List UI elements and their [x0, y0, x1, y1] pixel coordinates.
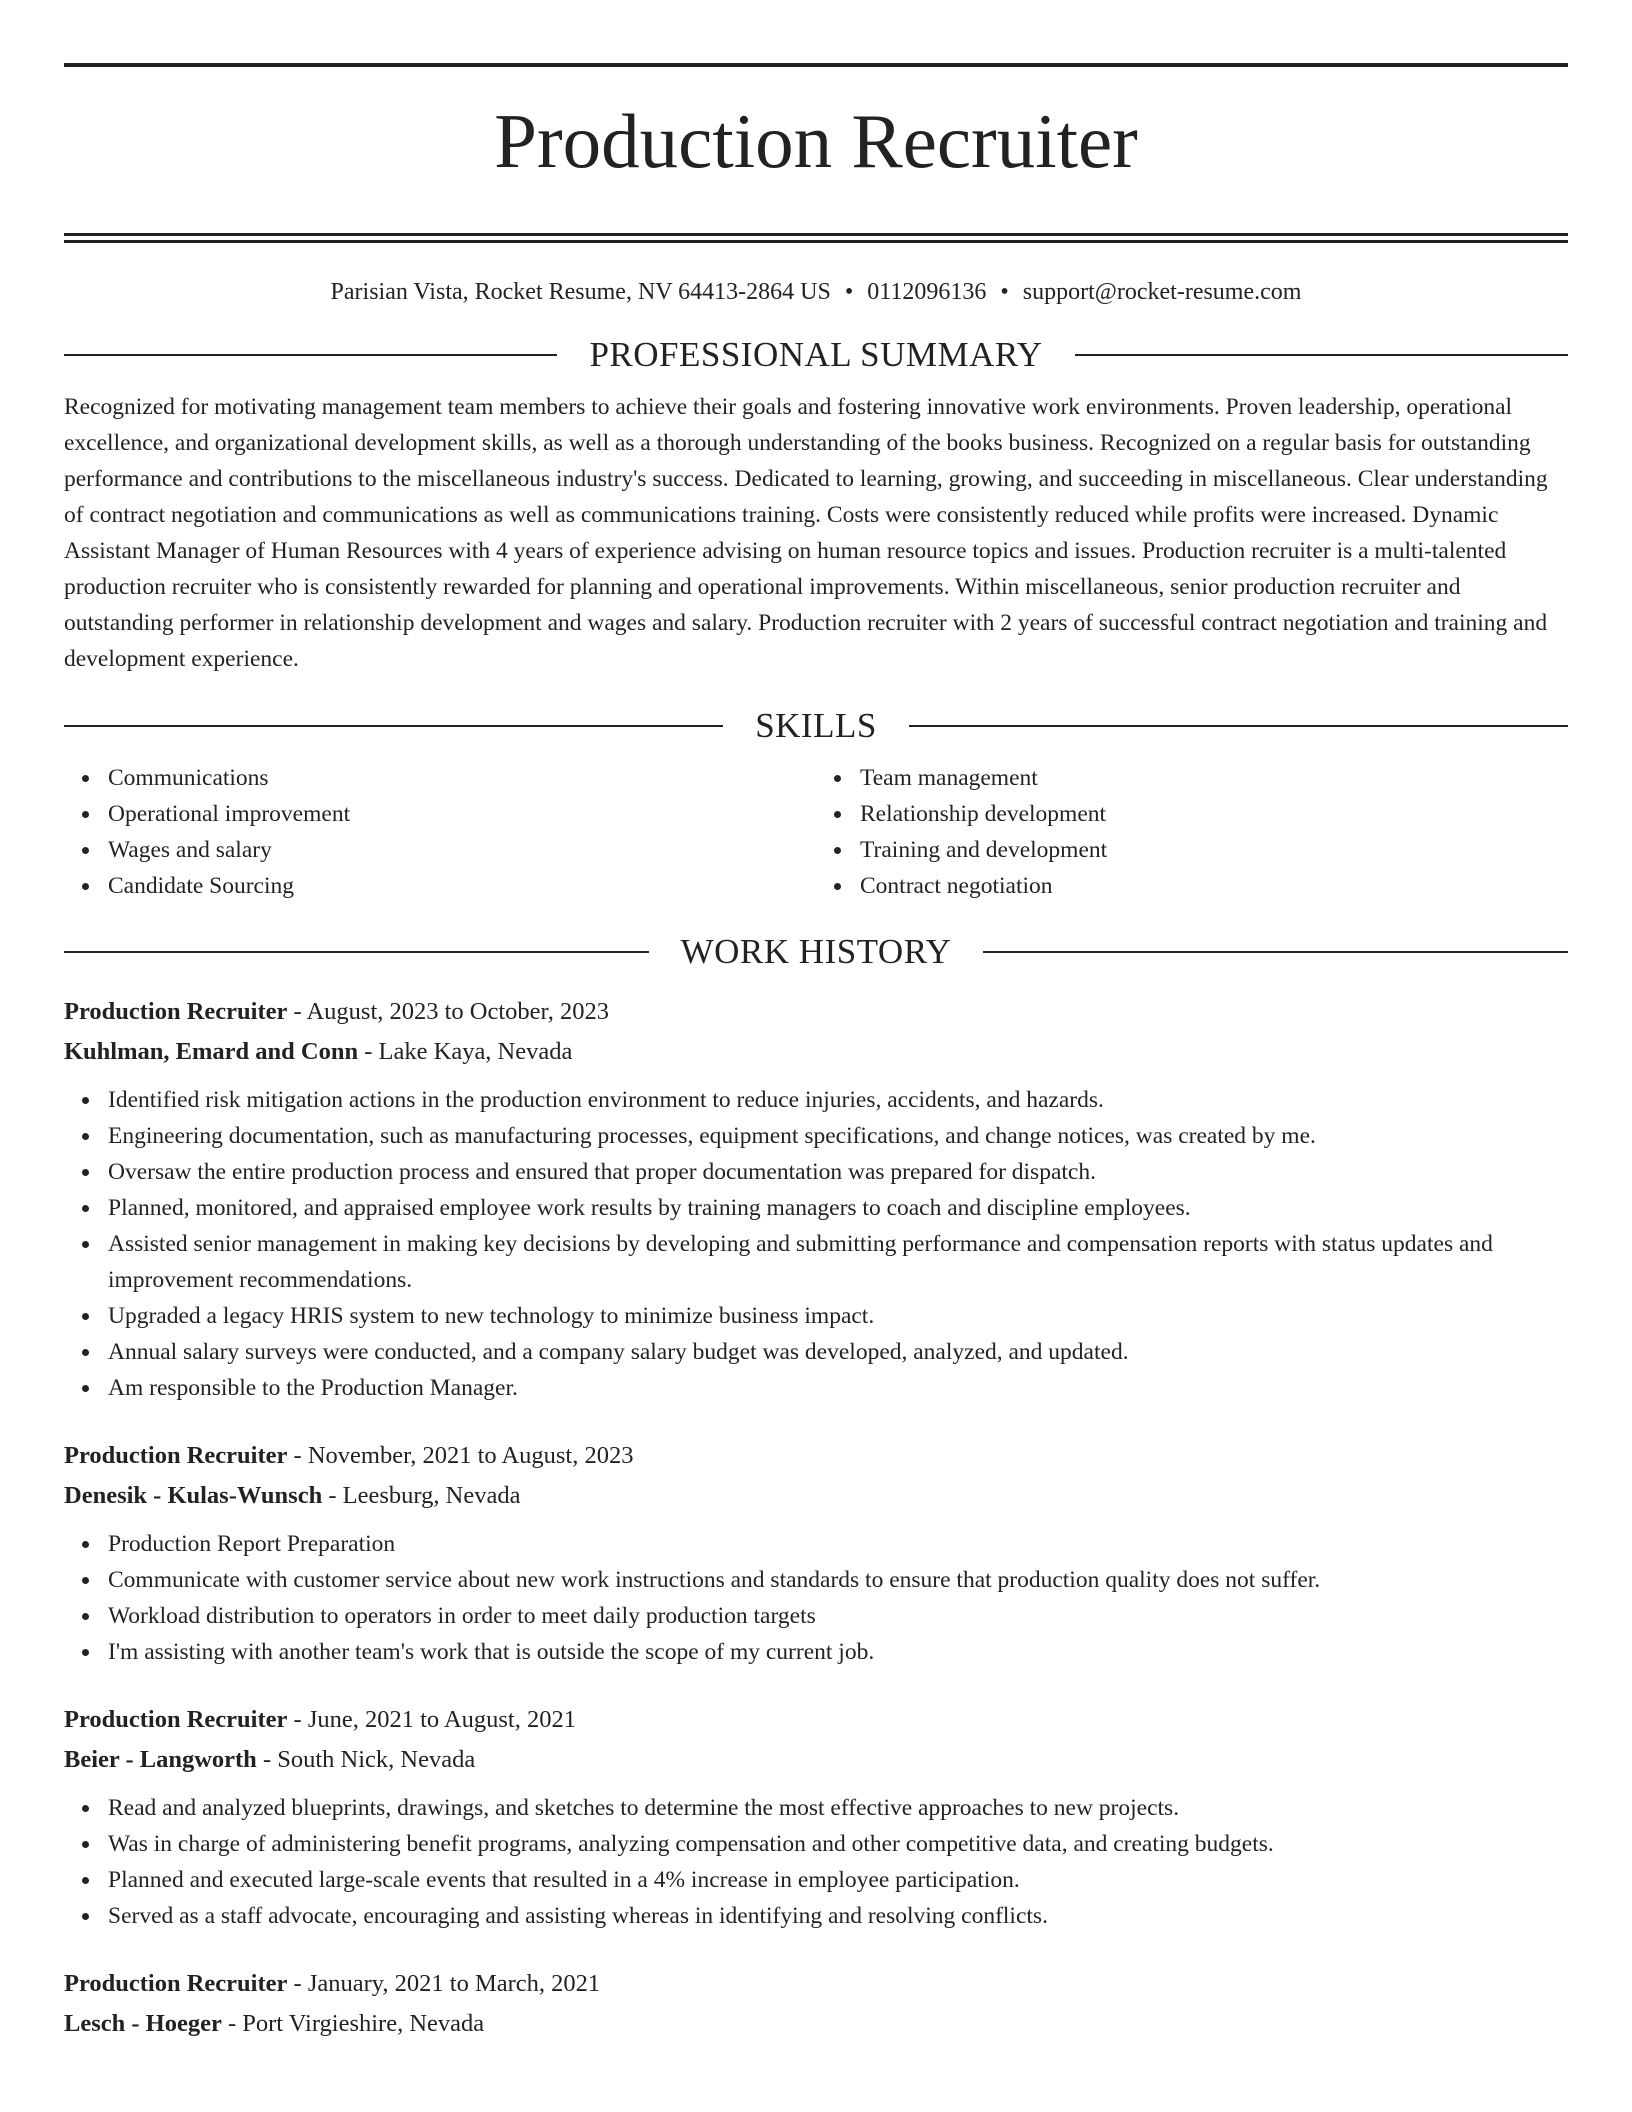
skills-heading-title: SKILLS	[755, 706, 877, 746]
job-dates: November, 2021 to August, 2023	[307, 1442, 634, 1470]
summary-heading	[64, 329, 1568, 381]
job-bullets	[64, 1526, 1568, 1670]
job-company-line	[64, 2004, 1568, 2044]
job-bullets	[64, 1790, 1568, 1934]
job-bullet: Assisted senior management in making key decisions by developing and submitting performance and compensation reports with status updates and improvement recommendations.	[108, 1226, 1568, 1298]
skills-column-right	[816, 760, 1568, 904]
job-bullet: Annual salary surveys were conducted, and a company salary budget was developed, analyzed, and updated.	[108, 1334, 1568, 1370]
skill-item: Contract negotiation	[860, 868, 1568, 904]
job-entry	[64, 1436, 1568, 1670]
job-company-line	[64, 1740, 1568, 1780]
skill-item: Candidate Sourcing	[108, 868, 816, 904]
skills-heading	[64, 700, 1568, 752]
contact-address: Parisian Vista, Rocket Resume, NV 64413-2864 US	[330, 278, 831, 305]
contact-line	[64, 277, 1568, 307]
job-bullet: I'm assisting with another team's work that is outside the scope of my current job.	[108, 1634, 1568, 1670]
contact-phone: 0112096136	[867, 278, 987, 305]
job-location: Lake Kaya, Nevada	[378, 1038, 573, 1066]
job-dates: June, 2021 to August, 2021	[307, 1706, 576, 1734]
job-title: Production Recruiter	[64, 998, 288, 1026]
skill-item: Team management	[860, 760, 1568, 796]
heading-rule	[64, 951, 649, 953]
skill-item: Wages and salary	[108, 832, 816, 868]
dash: -	[287, 1706, 308, 1734]
job-title: Production Recruiter	[64, 1442, 288, 1470]
skill-item: Communications	[108, 760, 816, 796]
top-rule	[64, 63, 1568, 67]
job-dates: August, 2023 to October, 2023	[306, 998, 609, 1026]
job-title-line	[64, 1964, 1568, 2004]
job-bullet: Read and analyzed blueprints, drawings, and sketches to determine the most effective approaches to new projects.	[108, 1790, 1568, 1826]
heading-rule	[1075, 354, 1568, 356]
job-title-line	[64, 1700, 1568, 1740]
job-bullet: Planned, monitored, and appraised employee work results by training managers to coach and discipline employees.	[108, 1190, 1568, 1226]
work-history-heading	[64, 926, 1568, 978]
job-bullet: Oversaw the entire production process and ensured that proper documentation was prepared for dispatch.	[108, 1154, 1568, 1190]
contact-separator: •	[844, 278, 854, 305]
job-bullet: Am responsible to the Production Manager.	[108, 1370, 1568, 1406]
summary-text: Recognized for motivating management team members to achieve their goals and fostering innovative work environments. Proven leadership, operational excellence, and organizational development skills, as well as a thorough understanding of the books business. Recognized on a regular basis for outstanding performance and contributions to the miscellaneous industry's success. Dedicated to learning, growing, and succeeding in miscellaneous. Clear understanding of contract negotiation and communications as well as communications training. Costs were consistently reduced while profits were increased. Dynamic Assistant Manager of Human Resources with 4 years of experience advising on human resource topics and issues. Production recruiter is a multi-talented production recruiter who is consistently rewarded for planning and operational improvements. Within miscellaneous, senior production recruiter and outstanding performer in relationship development and wages and salary. Production recruiter with 2 years of successful contract negotiation and training and development experience.	[64, 393, 1548, 672]
skills-list	[64, 760, 1568, 904]
contact-email: support@rocket-resume.com	[1022, 278, 1302, 305]
job-location: Leesburg, Nevada	[342, 1482, 521, 1510]
job-company-line	[64, 1032, 1568, 1072]
heading-rule	[909, 725, 1568, 727]
dash: -	[322, 1482, 343, 1510]
skill-item: Operational improvement	[108, 796, 816, 832]
job-entry	[64, 992, 1568, 1406]
job-bullet: Communicate with customer service about new work instructions and standards to ensure that production quality does not suffer.	[108, 1562, 1568, 1598]
job-bullet: Production Report Preparation	[108, 1526, 1568, 1562]
job-company: Kuhlman, Emard and Conn	[64, 1038, 359, 1066]
skill-item: Training and development	[860, 832, 1568, 868]
job-title-line	[64, 1436, 1568, 1476]
job-dates: January, 2021 to March, 2021	[307, 1970, 601, 1998]
heading-rule	[64, 725, 723, 727]
job-company: Denesik - Kulas-Wunsch	[64, 1482, 323, 1510]
job-bullet: Workload distribution to operators in order to meet daily production targets	[108, 1598, 1568, 1634]
contact-separator: •	[1000, 278, 1009, 305]
job-title: Production Recruiter	[64, 1970, 288, 1998]
job-entry	[64, 1964, 1568, 2044]
job-bullet: Served as a staff advocate, encouraging and assisting whereas in identifying and resolving conflicts.	[108, 1898, 1568, 1934]
dash: -	[287, 1970, 308, 1998]
heading-rule	[64, 354, 557, 356]
job-company: Lesch - Hoeger	[64, 2010, 222, 2038]
heading-rule	[983, 951, 1568, 953]
dash: -	[256, 1746, 278, 1774]
job-bullet: Upgraded a legacy HRIS system to new technology to minimize business impact.	[108, 1298, 1568, 1334]
job-entry	[64, 1700, 1568, 1934]
dash: -	[358, 1038, 379, 1066]
job-bullet: Planned and executed large-scale events that resulted in a 4% increase in employee participation.	[108, 1862, 1568, 1898]
dash: -	[287, 998, 307, 1026]
dash: -	[287, 1442, 308, 1470]
work-history-heading-title: WORK HISTORY	[680, 932, 952, 972]
job-bullet: Identified risk mitigation actions in the production environment to reduce injuries, accidents, and hazards.	[108, 1082, 1568, 1118]
job-company: Beier - Langworth	[64, 1746, 257, 1774]
job-bullet: Was in charge of administering benefit programs, analyzing compensation and other competitive data, and creating budgets.	[108, 1826, 1568, 1862]
job-location: South Nick, Nevada	[277, 1746, 476, 1774]
dash: -	[221, 2010, 243, 2038]
summary-heading-title: PROFESSIONAL SUMMARY	[589, 334, 1043, 374]
skills-column-left	[64, 760, 816, 904]
job-location: Port Virgieshire, Nevada	[242, 2010, 485, 2038]
job-company-line	[64, 1476, 1568, 1516]
resume-name: Production Recruiter	[494, 98, 1138, 184]
job-bullet: Engineering documentation, such as manufacturing processes, equipment specifications, and change notices, was created by me.	[108, 1118, 1568, 1154]
double-rule	[64, 233, 1568, 243]
job-title-line	[64, 992, 1568, 1032]
skill-item: Relationship development	[860, 796, 1568, 832]
job-title: Production Recruiter	[64, 1706, 288, 1734]
job-bullets	[64, 1082, 1568, 1406]
